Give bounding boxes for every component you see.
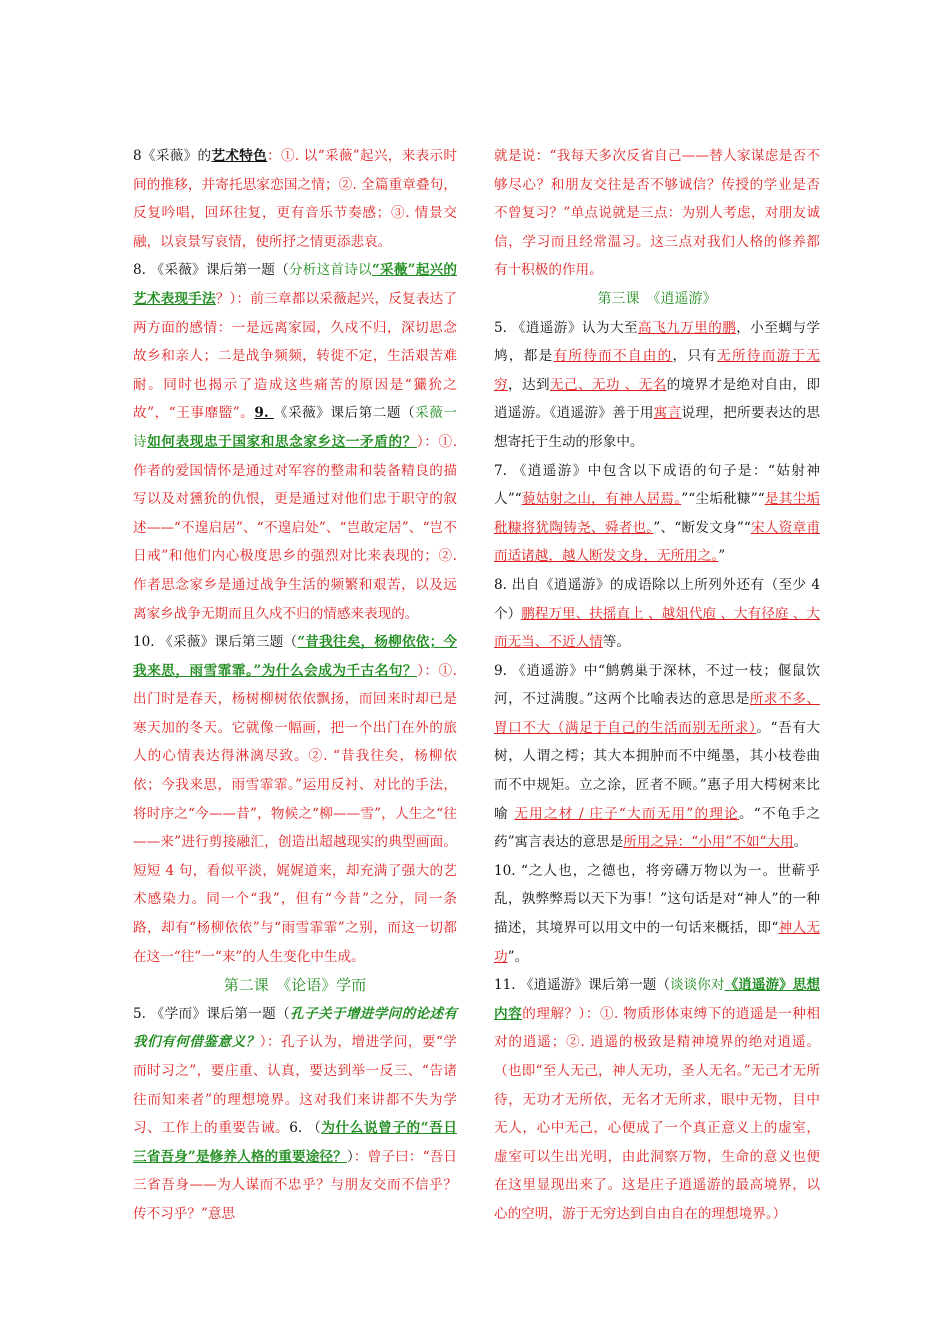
text-run: 有所待而不自由的 [553,348,673,365]
paragraph [494,971,820,1228]
text-run: 采薇一诗 [133,405,457,450]
text-run: ” [718,548,726,565]
text-run: 8《采薇》的 [133,148,212,164]
text-run: ，只有 [672,348,718,365]
text-run: 藐姑射之山，有神人居焉。 [521,491,682,508]
paragraph [494,142,820,285]
text-run: ）：①. 出门时是春天，杨树柳树依依飘扬，而回来时却已是寒天加的冬天。它就像一幅画，把一个出门在外的旅人的心情表达得淋漓尽致。②. “昔我往矣，杨柳依依；今我来思，雨雪霏霏。”运用反衬、对比的手法，将时序之“今——昔”，物候之“柳——雪”，人生之“往——来”进行剪接融汇，创造出超越现实的典型画面。短短 4 句，看似平淡，娓娓道来，却充满了强大的艺术感染力。同一个“我”，但有“今昔”之分，同一条路，却有“杨柳依依”与“雨雪霏霏”之别，而这一切都在这一“往”一“来”的人生变化中生成。 [133,662,457,965]
text-run: 就是说：“我每天多次反省自己——替人家谋虑是否不够尽心？和朋友交往是否不够诚信？传授的学业是否不曾复习？”单点说就是三点：为别人考虑，对朋友诚信，学习而且经常温习。这三点对我们人格的修养都有十积极的作用。 [494,148,820,279]
text-run: 的理解？）：①. 物质形体束缚下的逍遥是一种相对的逍遥；②. 逍遥的极致是精神境界的绝对逍遥。（也即“至人无己，神人无功，圣人无名。”无己才无所待，无功才无所依，无名才无所求，眼中无物，目中无人，心中无己，心便成了一个真正意义上的虚室，虚室可以生出光明，由此洞察万物，生命的意义也便在这里显现出来了。这是庄子逍遥游的最高境界，以心的空明，游于无穷达到自由自在的理想境界。） [494,1005,820,1222]
paragraph [494,657,820,857]
text-run: ，小至蜩与学鸠，都是 [494,319,821,365]
text-run: 10. 《采薇》课后第三题（ [133,634,298,651]
text-run: 。 [793,834,808,851]
text-run: 《采薇》课后第二题（ [273,405,416,422]
text-run: 9. 《逍遥游》中“鹪鹩巢于深林，不过一枝；偃鼠饮河，不过满腹。”这两个比喻表达的意思是 [494,662,820,708]
text-run: 谈谈你对 [670,977,725,994]
text-run: 10. “之人也，之德也，将旁礴万物以为一。世蕲乎乱，孰弊弊焉以天下为事！”这句话是对“神人”的一种描述，其境界可以用文中的一句话来概括，即“ [494,862,820,937]
text-run: 为什么说曾子的“吾日三省吾身”是修养人格的重要途径？ [133,1120,457,1165]
lesson-heading: 第三课 《逍遥游》 [597,290,717,307]
text-run: ”“尘垢秕糠”“ [681,491,765,508]
text-run: ：曾子曰：“吾日三省吾身——为人谋而不忠乎？与朋友交而不信乎？传不习乎？”意思 [133,1148,457,1222]
paragraph [133,142,457,256]
paragraph [133,1000,457,1229]
left-column [133,142,457,1229]
text-run: 无用之材 / 庄子“大而无用”的理论 [514,805,739,822]
text-run: 寓言 [653,405,682,422]
text-run: ，达到 [508,376,550,393]
text-run: 的境界才是绝对自由，即逍遥游。《逍遥游》善于用 [494,376,821,422]
text-run: 等。 [602,634,630,651]
text-run: 。“不龟手之药”寓言表达的意思是 [494,805,820,851]
text-run: 所求不多、胃口不大（满足于自己的生活而别无所求） [494,691,820,736]
text-run: 如何表现忠于国家和思念家乡这一矛盾的？ [147,433,417,450]
paragraph [494,571,820,657]
text-run: 《逍遥游》思想内容 [494,977,821,1022]
text-run: 分析这首诗以 [288,262,372,279]
text-run: 艺术特色 [211,148,268,164]
text-run: 神人无功 [494,920,821,965]
text-run: 。“吾有大树，人谓之樗；其大本拥肿而不中绳墨，其小枝卷曲而不中规矩。立之涂，匠者不顾。”惠子用大樗树来比喻 [494,719,820,822]
text-run: 无己、无功 、无名 [549,376,667,393]
text-run: ”。 [507,948,529,965]
text-run: 宋人资章甫而适诸越，越人断发文身，无所用之。 [494,519,820,565]
paragraph [133,256,457,628]
text-run: 7. 《逍遥游》中包含以下成语的句子是：“姑射神人”“ [494,462,820,508]
text-run: 无所待而游于无穷 [494,348,821,393]
text-run: 是其尘垢秕糠将犹陶铸尧、舜者也。 [494,491,821,536]
text-run: 8. 《采薇》课后第一题（ [133,262,289,279]
text-run: ）：①. 作者的爱国情怀是通过对军容的整肃和装备精良的描写以及对獯狁的仇恨，更是通过对他们忠于职守的叙述——“不遑启居”、“不遑启处”、“岂敢定居”、“岂不日戒”和他们内心极度思乡的强烈对比来表现的；②. 作者思念家乡是通过战争生活的频繁和艰苦，以及远离家乡战争无期而且久戍不归的情感来表现的。 [133,433,458,622]
text-run: “昔我往矣，杨柳依依；今我来思，雨雪霏霏。”为什么会成为千古名句？ [133,634,457,679]
right-column [494,142,820,1229]
paragraph [494,457,820,571]
text-run: 9. [254,405,274,422]
text-run: ？）：前三章都以采薇起兴，反复表达了两方面的感情：一是远离家园，久戍不归，深切思念故乡和亲人；二是战争频频，转徙不定，生活艰苦难耐。同时也揭示了造成这些痛苦的原因是“玁狁之故”，“王事靡盬”。 [133,290,457,422]
text-run: ）：孔子认为，增进学问，要“学而时习之”，要庄重、认真，要达到举一反三、“告诸往而知来者”的理想境界。这对我们来讲都不失为学习、工作上的重要告诫。 [133,1034,458,1137]
text-run: 鹏程万里、扶摇直上 、越俎代庖 、大有径庭 、大而无当、不近人情 [494,605,820,651]
text-run: 6. （ [289,1120,322,1137]
text-run: ） [346,1148,354,1165]
text-run: 8. 出自《逍遥游》的成语除以上所列外还有（至少 4 个） [494,576,820,622]
paragraph [494,314,820,457]
text-run: 高飞九万里的鹏 [638,319,737,336]
paragraph [494,857,820,971]
paragraph [133,628,457,971]
text-run: 5. 《逍遥游》认为大至 [494,319,639,336]
text-run: 说理，把所要表达的思想寄托于生动的形象中。 [494,405,821,450]
text-run: 孔子关于增进学问的论述有我们有何借鉴意义？ [133,1005,458,1051]
text-run: “采薇”起兴的艺术表现手法 [133,262,458,307]
text-run: 5. 《学而》课后第一题（ [133,1005,291,1022]
text-run: ：①. 以“采薇”起兴，来表示时间的推移，并寄托思家恋国之情；②. 全篇重章叠句，反复吟唱，回环往复，更有音乐节奏感；③. 情景交融，以哀景写哀情，使所抒之情更添悲哀。 [133,148,458,250]
text-run: 所用之异：“小用”不如“大用 [623,834,794,851]
lesson-heading: 第二课 《论语》学而 [223,976,367,995]
text-run: ”、“断发文身”“ [653,519,751,536]
text-run: 11. 《逍遥游》课后第一题（ [494,977,671,994]
